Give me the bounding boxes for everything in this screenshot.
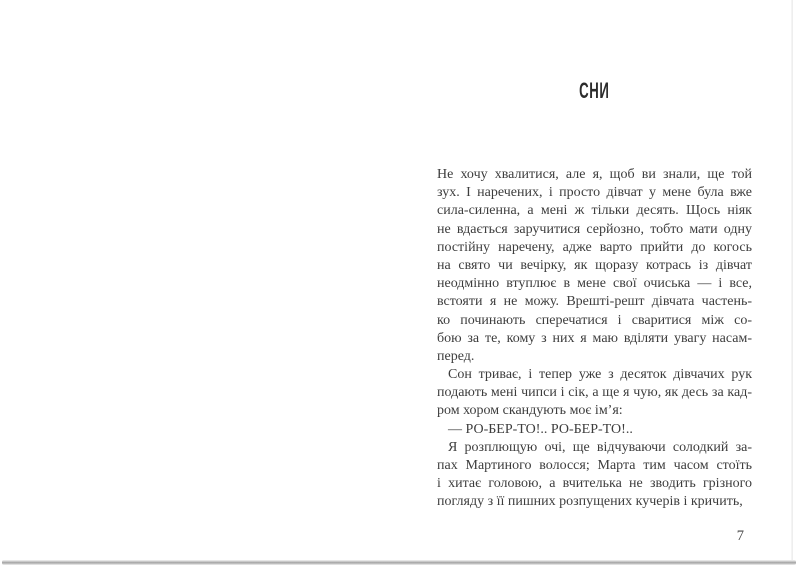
text-line: не вдається заручитися серйозно, тобто мати одну: [437, 221, 752, 237]
text-line: Я розплющую очі, ще відчуваючи солодкий за-: [448, 439, 752, 455]
page-bottom-edge: [2, 560, 796, 565]
body-text: [437, 166, 752, 512]
text-line: зух. І наречених, і просто дівчат у мене була вже: [437, 185, 752, 201]
chapter-title-text: СНИ: [579, 78, 610, 103]
chapter-title: [437, 80, 752, 103]
text-line: погляду з її пишних розпущених кучерів і кричить,: [437, 494, 743, 510]
text-line: Не хочу хвалитися, але я, щоб ви знали, ще той: [437, 167, 752, 182]
text-line: Сон триває, і тепер уже з десяток дівчачих рук: [448, 367, 752, 383]
text-line: перед.: [437, 348, 475, 364]
text-line: бою за те, кому з них я маю вділяти увагу насам-: [437, 330, 752, 346]
text-line: сила-силенна, а мені ж тільки десять. Щось ніяк: [437, 203, 752, 219]
text-line: встояти я не можу. Врешті-решт дівчата частень-: [437, 294, 752, 310]
text-line: подають мені чипси і сік, а ще я чую, як десь за кад-: [437, 385, 752, 401]
page-right-edge: [791, 0, 793, 561]
page-number: 7: [736, 528, 744, 544]
text-line: пах Мартиного волосся; Марта тим часом стоїть: [437, 458, 752, 473]
text-line: — РО-БЕР-ТО!.. РО-БЕР-ТО!..: [448, 421, 633, 437]
text-line: і хитає головою, а вчителька не зводить грізного: [437, 476, 752, 492]
text-line: ко починають сперечатися і сваритися між со-: [437, 312, 752, 328]
text-line: неодмінно втуплює в мене свої очиська — і все,: [437, 276, 752, 292]
text-line: ром хором скандують моє ім’я:: [437, 403, 623, 419]
text-line: постійну наречену, адже варто прийти до когось: [437, 239, 752, 255]
text-line: на свято чи вечірку, як щоразу котрась із дівчат: [437, 257, 752, 273]
